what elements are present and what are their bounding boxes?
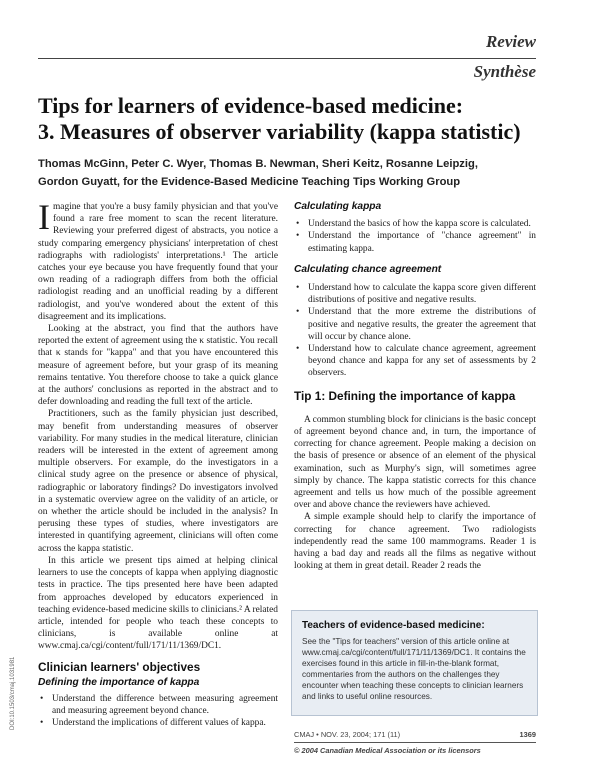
objectives-heading: Clinician learners' objectives <box>38 659 201 674</box>
callout-heading: Teachers of evidence-based medicine: <box>302 620 485 631</box>
paragraph-2: Looking at the abstract, you find that the authors have reported the extent of agreement using the κ statistic. You recall that κ stands for "kappa" and that you have encountered this measure of agreement before, but your grasp of its meaning remains tentative. You therefore choose to take a quick glance at the authors' conclusions as reported in the abstract and to defer downloading and reading the full text of the article. <box>38 324 278 408</box>
intro-paragraph: Imagine that you're a busy family physician and that you've found a rare free moment to scan the recent literature. Reviewing your preferred digest of abstracts, you notice a study comparing emergency physicians' interpretation of chest radiographs with radiologists' interpretations.¹ The article catches your eye because you have frequently found that your own reading of a radiograph differs from both the official radiologist reading and an unofficial reading by a different radiologist, and you've wondered about the extent of this disagreement and its implications. <box>38 197 278 322</box>
list-item: • Understand the difference between measuring agreement and measuring agreement beyond chance. <box>38 693 278 717</box>
authors-line-1: Thomas McGinn, Peter C. Wyer, Thomas B. Newman, Sheri Keitz, Rosanne Leipzig, <box>38 158 478 170</box>
doi-sidebar: DOI:10.1503/cmaj.1031981 <box>10 656 16 730</box>
journal-citation: CMAJ • NOV. 23, 2004; 171 (11) <box>294 730 401 739</box>
subheading-chance-agreement: Calculating chance agreement <box>294 263 442 275</box>
title-line-1: Tips for learners of evidence-based medicine: <box>38 93 464 118</box>
list-item: • Understand how to calculate chance agreement, agreement beyond chance and kappa for any set of assessments by 2 observers. <box>294 343 536 380</box>
article-title <box>38 93 538 145</box>
list-item: • Understand the basics of how the kappa score is calculated. <box>294 218 536 230</box>
page-number: 1369 <box>519 730 536 739</box>
subheading-defining-kappa: Defining the importance of kappa <box>38 676 200 688</box>
list-item: • Understand how to calculate the kappa score given different distributions of positive and negative results. <box>294 282 536 306</box>
copyright-line: © 2004 Canadian Medical Association or its licensors <box>294 746 481 755</box>
right-column <box>294 201 536 572</box>
list-item: • Understand the implications of different values of kappa. <box>38 717 278 729</box>
objectives-list-1 <box>38 693 278 730</box>
list-item: • Understand the importance of "chance agreement" in estimating kappa. <box>294 230 536 254</box>
author-list <box>38 155 518 191</box>
tip1-paragraph-2: A simple example should help to clarify the importance of correcting for chance agreement. Two radiologists independently read the same 100 mammograms. Reader 1 is having a bad day and reads all the films as negative without looking at them in great detail. Reader 2 reads the <box>294 512 536 572</box>
teachers-callout-box <box>291 610 538 716</box>
authors-line-2: Gordon Guyatt, for the Evidence-Based Medicine Teaching Tips Working Group <box>38 176 461 188</box>
subheading-calculating-kappa: Calculating kappa <box>294 201 382 212</box>
objectives-list-2 <box>294 218 536 255</box>
objectives-list-3 <box>294 282 536 380</box>
callout-text: See the "Tips for teachers" version of this article online at www.cmaj.ca/cgi/content/full/171/11/1369/DC1. It contains the exercises found in this article in fill-in-the-blank format, commentaries from the authors on the challenges they encounter when teaching these concepts to clinician learners and links to useful online resources. <box>302 637 526 701</box>
tip1-paragraph-1: A common stumbling block for clinicians is the basic concept of agreement beyond chance and, in turn, the importance of correcting for chance agreement. People making a decision on the basis of presence or absence of an element of the physical examination, such as Murphy's sign, will sometimes agree simply by chance. The kappa statistic corrects for this chance agreement and tells us how much of the possible agreement over and above chance the reviewers have achieved. <box>294 414 536 511</box>
header-rule <box>38 58 536 59</box>
paragraph-3: Practitioners, such as the family physician just described, may benefit from understanding measures of observer variability. For many studies in the medical literature, clinician readers will be interested in the extent of agreement among multiple observers. For example, do the investigators in a clinical study agree on the presence or absence of physical, radiographic or laboratory findings? Do investigators involved in a systematic overview agree on the validity of an article, or on whether the article should be included in the analysis? In perusing these types of studies, where investigators are interested in quantifying agreement, clinicians will often come across the kappa statistic. <box>38 409 278 554</box>
title-line-2: 3. Measures of observer variability (kappa statistic) <box>38 119 521 144</box>
section-label-synthese: Synthèse <box>473 62 536 81</box>
list-item: • Understand that the more extreme the distributions of positive and negative results, the greater the agreement that will occur by chance alone. <box>294 306 536 343</box>
section-label-review: Review <box>485 32 536 51</box>
left-column <box>38 197 278 730</box>
drop-cap: I <box>38 197 50 237</box>
tip1-heading: Tip 1: Defining the importance of kappa <box>294 388 516 403</box>
paragraph-4: In this article we present tips aimed at helping clinical learners to use the concepts of kappa when applying diagnostic tests in practice. The tips presented here have been adapted from approaches developed by educators experienced in teaching evidence-based medicine skills to clinicians.² A related article, intended for people who teach these concepts to clinicians, is available online at www.cmaj.ca/cgi/content/full/171/11/1369/DC1. <box>38 555 278 652</box>
footer-rule <box>294 742 536 743</box>
